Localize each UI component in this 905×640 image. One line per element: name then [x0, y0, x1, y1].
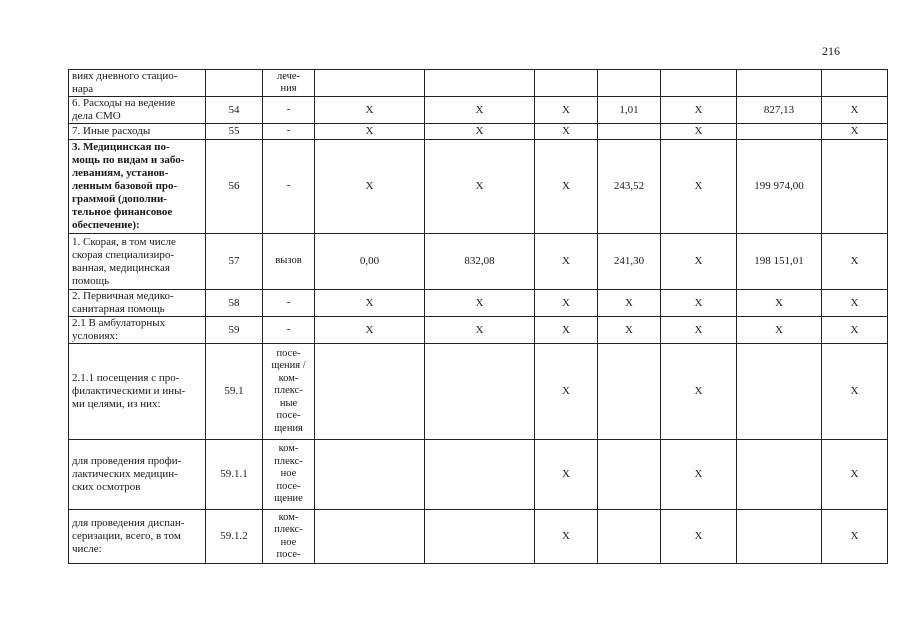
- row-code-cell: 59.1.2: [206, 510, 263, 564]
- table-row: [69, 440, 888, 510]
- row-code-cell: 59: [206, 317, 263, 344]
- col5-cell: X: [425, 140, 535, 234]
- col6-cell: X: [535, 290, 598, 317]
- col7-cell: 1,01: [598, 97, 661, 124]
- table-row: [69, 124, 888, 140]
- col10-cell: [822, 140, 888, 234]
- col7-cell: [598, 510, 661, 564]
- unit-cell: -: [263, 124, 315, 140]
- row-name-cell: 2. Первичная медико- санитарная помощь: [69, 290, 206, 317]
- col10-cell: X: [822, 317, 888, 344]
- row-name-cell: 2.1.1 посещения с про- филактическими и ины- ми целями, из них:: [69, 344, 206, 440]
- col4-cell: X: [315, 97, 425, 124]
- col7-cell: [598, 344, 661, 440]
- col10-cell: X: [822, 440, 888, 510]
- col9-cell: [737, 510, 822, 564]
- col5-cell: X: [425, 317, 535, 344]
- col4-cell: [315, 440, 425, 510]
- col5-cell: X: [425, 124, 535, 140]
- col6-cell: [535, 70, 598, 97]
- table-row: [69, 510, 888, 564]
- table-row: [69, 317, 888, 344]
- row-code-cell: 57: [206, 234, 263, 290]
- col4-cell: [315, 510, 425, 564]
- row-code-cell: 59.1: [206, 344, 263, 440]
- col9-cell: [737, 124, 822, 140]
- col6-cell: X: [535, 344, 598, 440]
- col9-cell: X: [737, 317, 822, 344]
- col7-cell: [598, 124, 661, 140]
- tariff-table: [68, 69, 888, 564]
- col5-cell: [425, 344, 535, 440]
- col7-cell: 241,30: [598, 234, 661, 290]
- row-name-cell: 1. Скорая, в том числе скорая специализиро- ванная, медицинская помощь: [69, 234, 206, 290]
- unit-cell: -: [263, 290, 315, 317]
- col6-cell: X: [535, 234, 598, 290]
- col4-cell: X: [315, 140, 425, 234]
- col9-cell: [737, 70, 822, 97]
- col8-cell: X: [661, 317, 737, 344]
- col8-cell: X: [661, 510, 737, 564]
- unit-cell: ком- плекс- ное посе-: [263, 510, 315, 564]
- col5-cell: 832,08: [425, 234, 535, 290]
- col10-cell: X: [822, 510, 888, 564]
- col8-cell: [661, 70, 737, 97]
- col4-cell: X: [315, 290, 425, 317]
- col8-cell: X: [661, 97, 737, 124]
- col9-cell: 827,13: [737, 97, 822, 124]
- col5-cell: [425, 70, 535, 97]
- page-number: 216: [822, 44, 840, 58]
- row-code-cell: 58: [206, 290, 263, 317]
- row-name-cell: для проведения диспан- серизации, всего, в том числе:: [69, 510, 206, 564]
- col4-cell: [315, 344, 425, 440]
- col8-cell: X: [661, 344, 737, 440]
- col9-cell: [737, 344, 822, 440]
- table-row: [69, 70, 888, 97]
- unit-cell: -: [263, 97, 315, 124]
- col8-cell: X: [661, 140, 737, 234]
- row-code-cell: 54: [206, 97, 263, 124]
- col8-cell: X: [661, 290, 737, 317]
- row-name-cell: 2.1 В амбулаторных условиях:: [69, 317, 206, 344]
- unit-cell: ком- плекс- ное посе- щение: [263, 440, 315, 510]
- table-row: [69, 140, 888, 234]
- col7-cell: [598, 70, 661, 97]
- col7-cell: [598, 440, 661, 510]
- unit-cell: лече- ния: [263, 70, 315, 97]
- col10-cell: [822, 70, 888, 97]
- col5-cell: X: [425, 290, 535, 317]
- row-name-cell: 7. Иные расходы: [69, 124, 206, 140]
- col6-cell: X: [535, 124, 598, 140]
- col4-cell: [315, 70, 425, 97]
- col8-cell: X: [661, 234, 737, 290]
- col5-cell: X: [425, 97, 535, 124]
- col10-cell: X: [822, 124, 888, 140]
- table-row: [69, 97, 888, 124]
- table-row: [69, 290, 888, 317]
- row-code-cell: 55: [206, 124, 263, 140]
- unit-cell: вызов: [263, 234, 315, 290]
- col5-cell: [425, 510, 535, 564]
- unit-cell: -: [263, 140, 315, 234]
- col8-cell: X: [661, 124, 737, 140]
- row-name-cell: 6. Расходы на ведение дела СМО: [69, 97, 206, 124]
- col8-cell: X: [661, 440, 737, 510]
- col9-cell: 198 151,01: [737, 234, 822, 290]
- col4-cell: X: [315, 317, 425, 344]
- table-body: [69, 70, 888, 564]
- col7-cell: 243,52: [598, 140, 661, 234]
- row-name-cell: 3. Медицинская по- мощь по видам и забо- леваниям, установ- ленным базовой про- граммой (дополни- тельное финансовое обеспечение):: [69, 140, 206, 234]
- row-code-cell: 59.1.1: [206, 440, 263, 510]
- col7-cell: X: [598, 290, 661, 317]
- col7-cell: X: [598, 317, 661, 344]
- col10-cell: X: [822, 97, 888, 124]
- col4-cell: X: [315, 124, 425, 140]
- row-code-cell: 56: [206, 140, 263, 234]
- col6-cell: X: [535, 440, 598, 510]
- col9-cell: [737, 440, 822, 510]
- col5-cell: [425, 440, 535, 510]
- col6-cell: X: [535, 140, 598, 234]
- col4-cell: 0,00: [315, 234, 425, 290]
- table-row: [69, 234, 888, 290]
- col9-cell: 199 974,00: [737, 140, 822, 234]
- row-code-cell: [206, 70, 263, 97]
- col6-cell: X: [535, 97, 598, 124]
- col6-cell: X: [535, 510, 598, 564]
- row-name-cell: виях дневного стацио- нара: [69, 70, 206, 97]
- unit-cell: посе- щения / ком- плекс- ные посе- щения: [263, 344, 315, 440]
- unit-cell: -: [263, 317, 315, 344]
- col10-cell: X: [822, 290, 888, 317]
- col6-cell: X: [535, 317, 598, 344]
- col10-cell: X: [822, 344, 888, 440]
- col9-cell: X: [737, 290, 822, 317]
- table-row: [69, 344, 888, 440]
- row-name-cell: для проведения профи- лактических медицин- ских осмотров: [69, 440, 206, 510]
- col10-cell: X: [822, 234, 888, 290]
